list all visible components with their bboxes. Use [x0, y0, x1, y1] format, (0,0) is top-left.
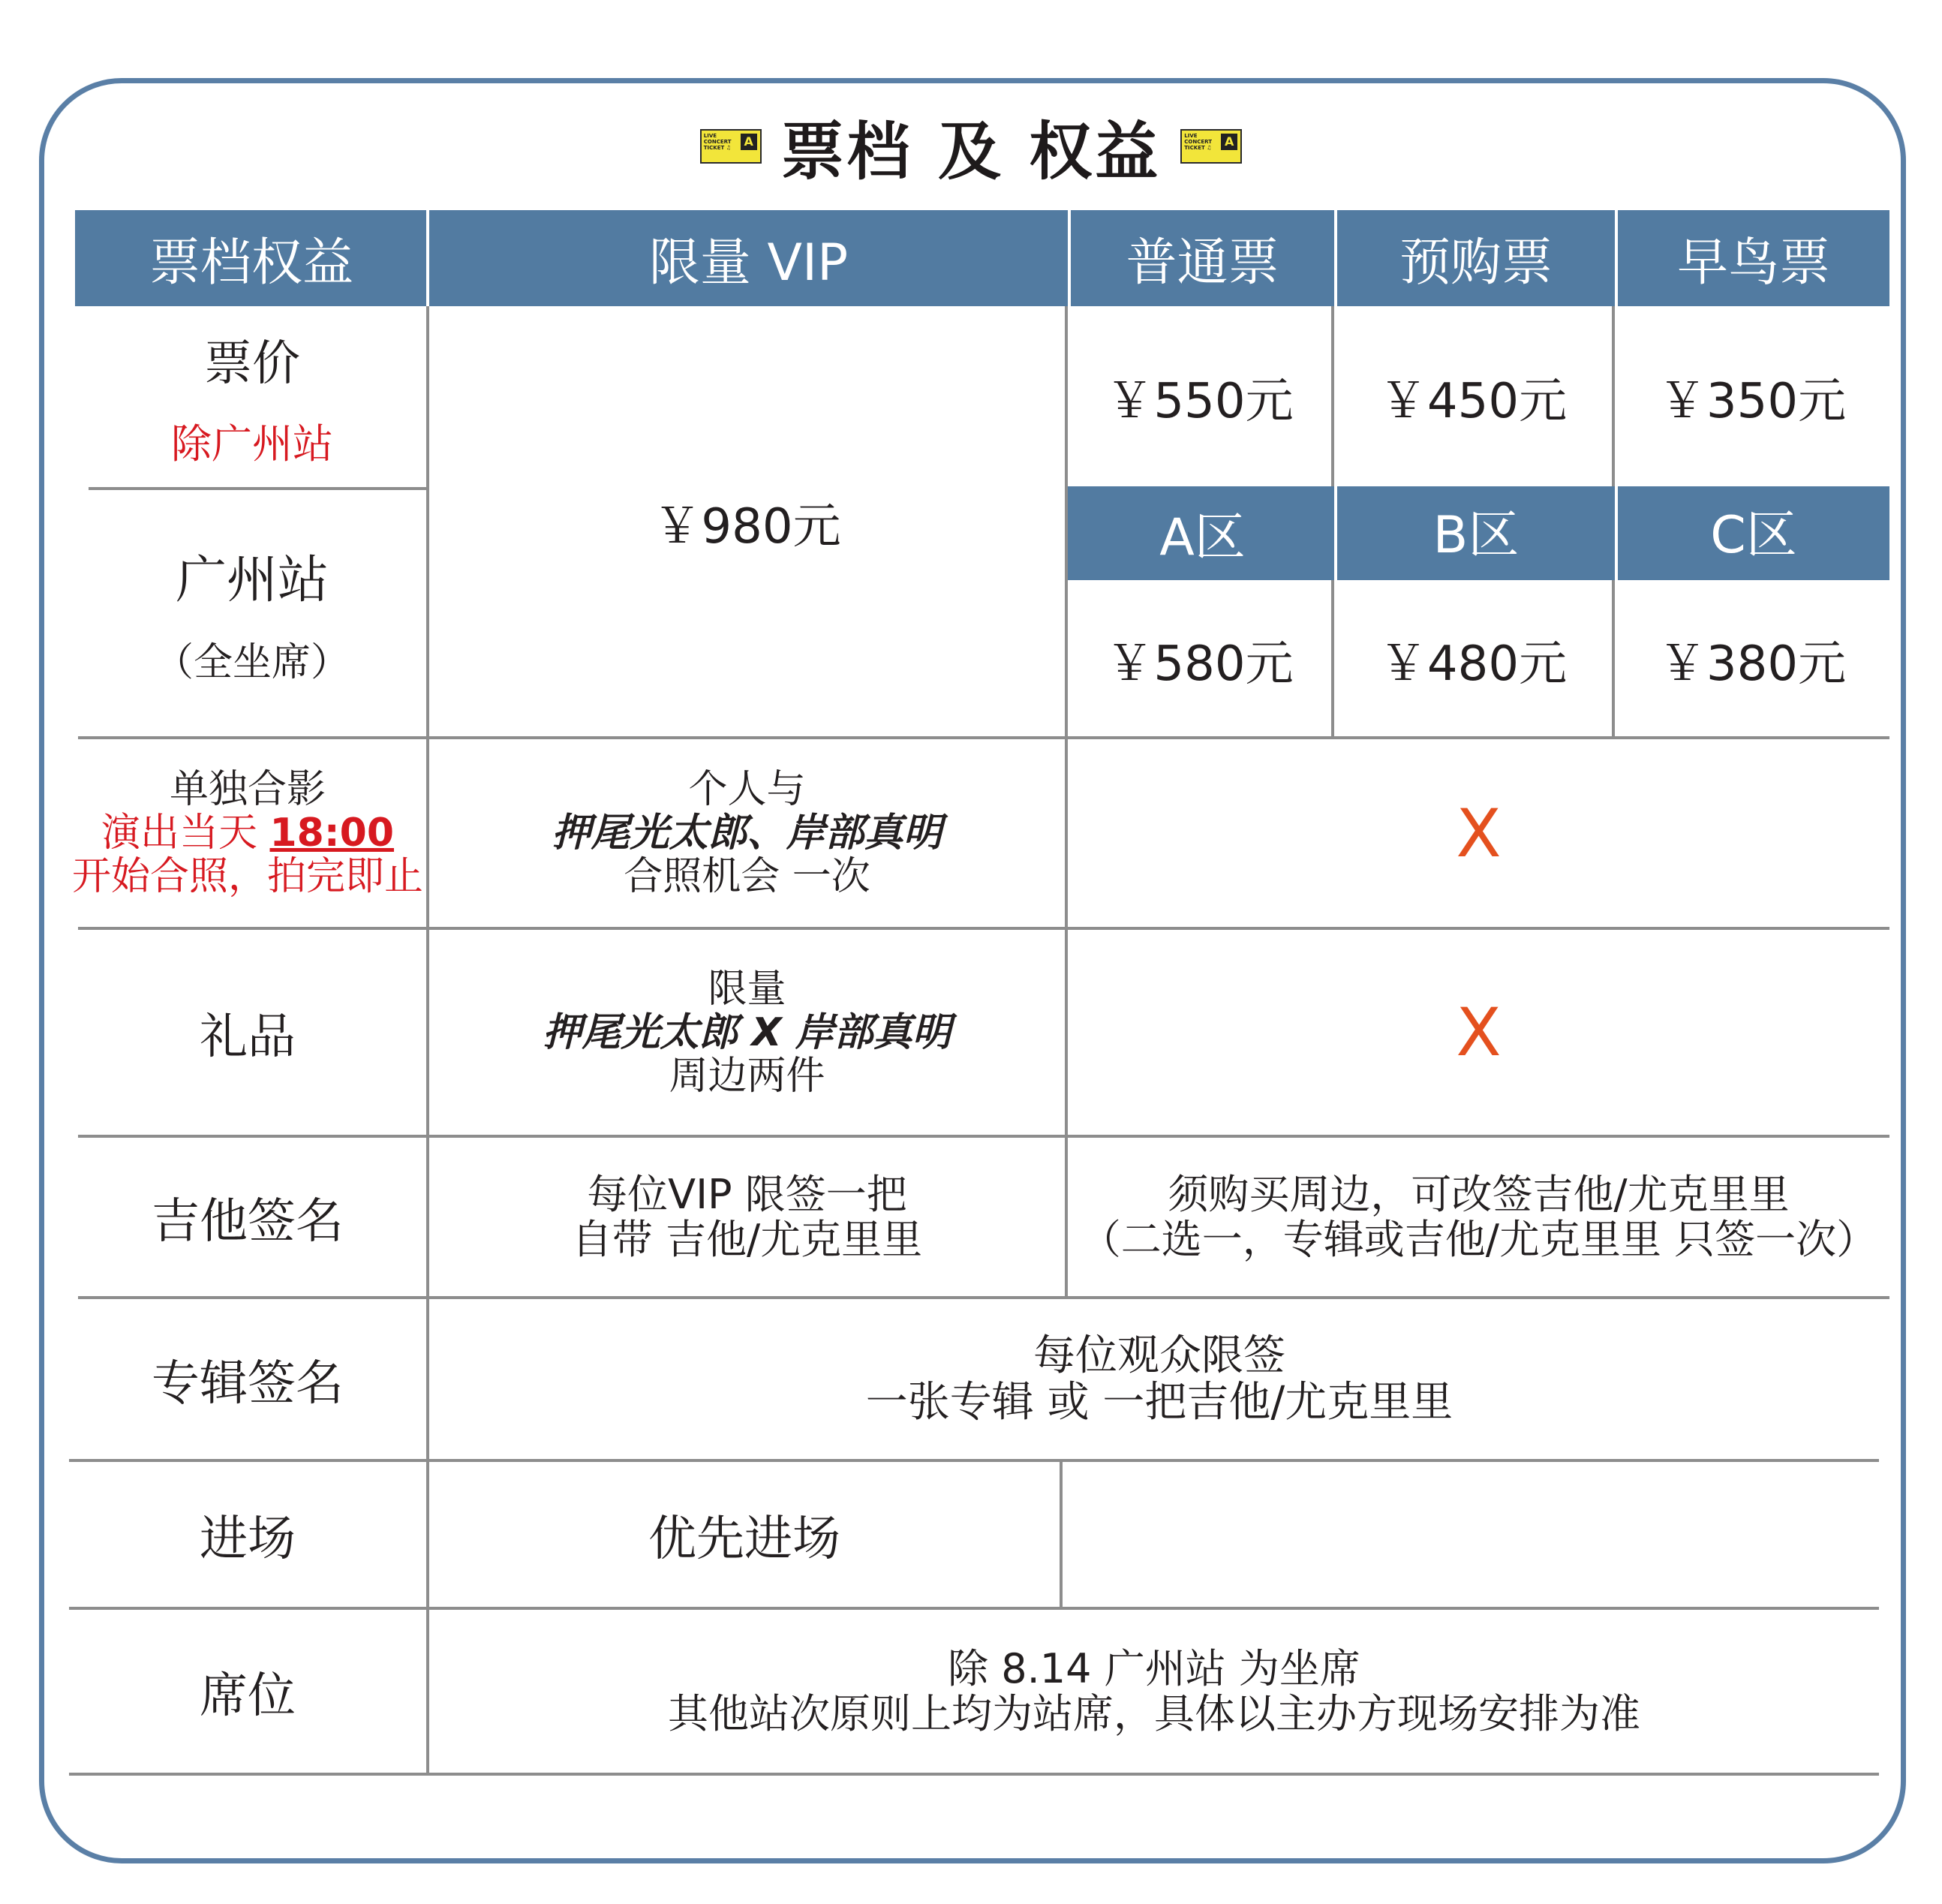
gift-vip-line1: 限量 [708, 966, 786, 1012]
guangzhou-label-cell [78, 490, 426, 736]
header-early: 早鸟票 [1676, 233, 1830, 293]
photo-note-line2: 开始合照，拍完即止 [71, 854, 423, 899]
seat-label: 席位 [200, 1668, 296, 1724]
price-label-note: 除广州站 [171, 420, 333, 468]
ticket-icon [700, 129, 762, 164]
photo-label-cell [69, 739, 426, 927]
photo-vip-line1: 个人与 [688, 767, 806, 812]
gift-vip-cell [429, 930, 1065, 1135]
seat-line1: 除 8.14 广州站 为坐席 [948, 1644, 1360, 1692]
album-sign-line2: 一张专辑 或 一把吉他/尤克里里 [865, 1377, 1453, 1427]
zone-b-price: ￥480元 [1378, 636, 1568, 692]
zone-a-price: ￥580元 [1105, 636, 1294, 692]
album-sign-line1: 每位观众限签 [1033, 1331, 1285, 1380]
guitar-sign-other-line1: 须购买周边，可改签吉他/尤克里里 [1168, 1170, 1790, 1218]
row-divider [69, 1773, 1879, 1776]
album-sign-label: 专辑签名 [152, 1355, 344, 1412]
zone-a-label: A区 [1159, 508, 1246, 567]
photo-label: 单独合影 [169, 767, 326, 812]
price-label-cell [78, 308, 426, 487]
header-normal: 普通票 [1126, 233, 1279, 293]
guitar-sign-other-cell [1068, 1138, 1889, 1296]
guitar-sign-vip-line1: 每位VIP 限签一把 [587, 1170, 907, 1218]
entry-vip: 优先进场 [648, 1511, 840, 1567]
gift-vip-line2: 押尾光太郎 X 岸部真明 [543, 1009, 951, 1055]
vip-price: ￥980元 [653, 498, 841, 555]
price-label: 票价 [204, 336, 300, 392]
title-bar [0, 105, 1942, 188]
ticket-icon-text: LIVE CONCERT TICKET ♫ [703, 133, 732, 151]
album-sign-cell [429, 1299, 1889, 1459]
gift-vip-line3: 周边两件 [669, 1053, 825, 1099]
header-presale: 预购票 [1399, 233, 1553, 293]
ticket-icon-text: LIVE CONCERT TICKET ♫ [1184, 133, 1212, 151]
header-benefits: 票档权益 [149, 233, 353, 293]
photo-vip-cell [429, 739, 1065, 927]
guitar-sign-label: 吉他签名 [152, 1193, 344, 1250]
presale-price: ￥450元 [1378, 374, 1568, 429]
entry-other [1063, 1462, 1879, 1607]
guangzhou-label-note: （全坐席） [154, 640, 350, 685]
seat-cell [429, 1610, 1879, 1773]
photo-vip-line2: 押尾光太郎、岸部真明 [552, 811, 942, 856]
ticket-icon [1180, 129, 1242, 164]
photo-x-mark: X [1456, 794, 1502, 872]
guitar-sign-other-line2: （二选一，专辑或吉他/尤克里里 只签一次） [1080, 1215, 1877, 1263]
gift-label: 礼品 [200, 1009, 296, 1065]
photo-note: 演出当天 18:00 [101, 811, 395, 856]
photo-time: 18:00 [269, 811, 395, 856]
zone-c-price: ￥380元 [1658, 636, 1847, 692]
zone-b-label: B区 [1432, 505, 1520, 565]
early-price: ￥350元 [1658, 374, 1847, 429]
ticket-icon-zone: A [741, 134, 757, 150]
gift-x-mark: X [1456, 994, 1502, 1071]
entry-label: 进场 [200, 1511, 296, 1567]
header-vip: 限量 VIP [648, 233, 849, 293]
seat-line2: 其他站次原则上均为站席，具体以主办方现场安排为准 [668, 1689, 1640, 1737]
guangzhou-label: 广州站 [175, 551, 329, 610]
normal-price: ￥550元 [1105, 374, 1294, 429]
zone-c-label: C区 [1710, 505, 1797, 565]
ticket-icon-zone: A [1221, 134, 1237, 150]
guitar-sign-vip-cell [429, 1138, 1065, 1296]
photo-vip-line3: 合照机会 一次 [624, 854, 870, 899]
page-title: 票档 及 权益 [780, 114, 1162, 188]
guitar-sign-vip-line2: 自带 吉他/尤克里里 [571, 1215, 923, 1263]
